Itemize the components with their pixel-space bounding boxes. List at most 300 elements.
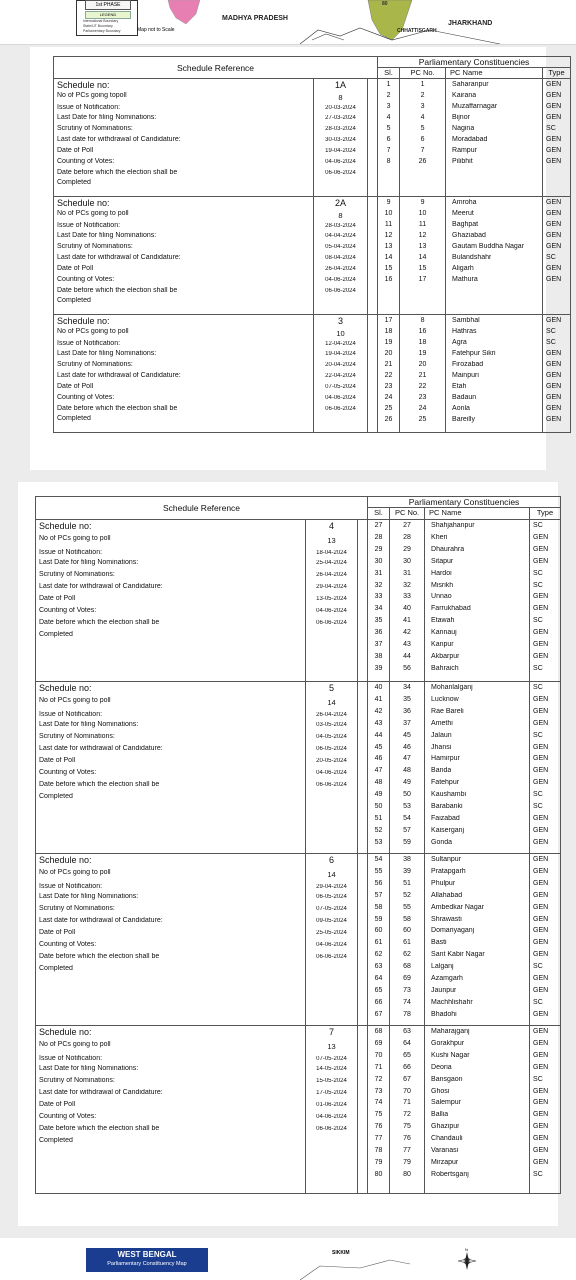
- sl-cell: 30: [374, 557, 383, 565]
- pc-no-cell: 63: [403, 1028, 411, 1035]
- sl-cell: 80: [374, 1170, 383, 1178]
- schedule-value: 14-05-2024: [316, 1066, 347, 1072]
- schedule-label: No of PCs going to poll: [39, 535, 111, 542]
- type-cell: SC: [546, 254, 556, 261]
- sl-cell: 22: [384, 372, 393, 379]
- type-cell: GEN: [533, 652, 549, 660]
- schedule-label: Issue of Notification:: [57, 222, 121, 229]
- pc-no-cell: 53: [403, 803, 411, 810]
- pc-no-cell: 65: [403, 1051, 411, 1059]
- pc-name-cell: Jhansi: [431, 743, 452, 751]
- sl-cell: 49: [374, 791, 383, 799]
- column-header-sl: Sl.: [378, 68, 400, 79]
- schedule-value: 04-06-2024: [316, 1114, 347, 1120]
- schedule-label: Last date for withdrawal of Candidature:: [57, 372, 181, 379]
- sl-cell: 39: [374, 664, 383, 672]
- schedule-label: Last date for withdrawal of Candidature:: [39, 1089, 163, 1096]
- schedule-value: 18-04-2024: [316, 550, 347, 556]
- pc-no-cell: 21: [418, 372, 427, 379]
- sl-cell: 7: [386, 147, 391, 154]
- schedule-value: 25-04-2024: [316, 560, 347, 566]
- schedule-value: 06-06-2024: [325, 406, 356, 412]
- pc-name-cell: Gorakhpur: [431, 1039, 465, 1047]
- schedule-value: 14: [327, 698, 336, 707]
- sl-cell: 79: [374, 1158, 383, 1166]
- sl-cell: 48: [374, 779, 383, 787]
- sl-column: [378, 197, 400, 315]
- schedule-number: 3: [337, 316, 343, 326]
- map-strip-bottom: [0, 1238, 576, 1280]
- pc-name-cell: Azamgarh: [431, 975, 463, 982]
- schedule-label: Last date for withdrawal of Candidature:: [39, 745, 163, 752]
- sl-cell: 63: [374, 963, 383, 971]
- sl-column: [378, 79, 400, 197]
- pc-no-cell: 33: [403, 593, 411, 601]
- pc-name-cell: Varanasi: [431, 1147, 459, 1154]
- schedule-number: 4: [328, 521, 334, 531]
- schedule-label: Completed: [39, 1137, 73, 1144]
- schedule-value: 07-05-2024: [316, 906, 347, 912]
- pc-name-cell: Fatehpur Sikri: [452, 350, 496, 357]
- sl-cell: 52: [374, 826, 383, 834]
- pc-no-cell: 7: [420, 147, 425, 154]
- pc-no-cell: 36: [403, 707, 411, 715]
- pc-name-cell: Etawah: [431, 617, 455, 625]
- column-header-type: Type: [530, 508, 561, 520]
- pc-no-cell: 55: [403, 903, 411, 911]
- pc-no-cell: 12: [418, 232, 427, 239]
- schedule-value: 26-04-2024: [316, 572, 347, 578]
- type-cell: GEN: [546, 199, 562, 206]
- column-header-pc-name: PC Name: [446, 68, 543, 79]
- pc-name-cell: Sultanpur: [431, 856, 461, 863]
- type-cell: GEN: [533, 951, 549, 959]
- pc-name-cell: Machhlishahr: [431, 998, 473, 1006]
- schedule-values: [306, 1026, 358, 1194]
- olive-region: [368, 0, 412, 40]
- type-cell: GEN: [533, 695, 549, 703]
- pc-no-cell: 6: [420, 136, 425, 143]
- pc-no-cell: 56: [403, 664, 411, 672]
- pc-name-cell: Deoria: [431, 1063, 452, 1071]
- schedule-label: Issue of Notification:: [39, 883, 103, 890]
- type-cell: GEN: [546, 383, 562, 390]
- header-row: [54, 57, 571, 68]
- pc-name-cell: Baghpat: [452, 221, 479, 228]
- sl-cell: 10: [384, 210, 393, 217]
- pc-no-cell: 39: [403, 867, 411, 875]
- schedule-value: 20-05-2024: [316, 758, 347, 764]
- pc-no-cell: 37: [403, 719, 411, 727]
- sl-cell: 15: [384, 265, 393, 272]
- compass-icon: [452, 1246, 482, 1276]
- pc-no-cell: 49: [403, 779, 411, 787]
- schedule-label: Scrutiny of Nominations:: [57, 125, 133, 132]
- sl-cell: 28: [374, 533, 383, 541]
- type-cell: GEN: [546, 372, 562, 379]
- type-cell: SC: [546, 125, 556, 132]
- sl-cell: 35: [374, 617, 383, 625]
- schedule-label: Counting of Votes:: [39, 769, 97, 776]
- schedule-label: Date before which the election shall be: [57, 405, 178, 412]
- schedule-label: Date before which the election shall be: [39, 619, 160, 626]
- pc-name-cell: Banda: [431, 767, 452, 775]
- schedule-reference-header: Schedule Reference: [36, 497, 368, 520]
- schedule-value: 04-04-2024: [325, 233, 356, 239]
- type-cell: SC: [533, 791, 543, 799]
- type-cell: GEN: [546, 158, 562, 165]
- type-cell: GEN: [533, 1123, 549, 1131]
- column-header-pc-name: PC Name: [425, 508, 530, 520]
- pc-name-cell: Badaun: [452, 394, 477, 401]
- schedule-labels: [54, 197, 314, 315]
- type-cell: GEN: [546, 361, 562, 368]
- type-cell: GEN: [546, 103, 562, 110]
- spacer-cell: [358, 854, 368, 1026]
- schedule-values: [306, 520, 358, 682]
- header-row: [36, 497, 561, 508]
- schedule-value: 13: [327, 536, 336, 545]
- pc-name-cell: Bhadohi: [431, 1010, 457, 1018]
- schedule-values: [306, 854, 358, 1026]
- schedule-value: 01-06-2024: [316, 1102, 347, 1108]
- schedule-label: Issue of Notification:: [39, 549, 103, 556]
- pc-no-cell: 52: [403, 891, 411, 899]
- pc-name-cell: Lalganj: [431, 963, 454, 971]
- schedule-label: Issue of Notification:: [39, 711, 103, 718]
- schedule-values: [306, 682, 358, 854]
- schedule-label: Completed: [57, 179, 91, 186]
- schedule-value: 29-04-2024: [316, 884, 347, 890]
- sl-cell: 70: [374, 1051, 383, 1059]
- schedule-value: 28-03-2024: [325, 223, 356, 229]
- pc-name-cell: Maharajganj: [431, 1028, 470, 1035]
- schedule-value: 27-03-2024: [325, 115, 356, 121]
- sl-cell: 69: [374, 1039, 383, 1047]
- schedule-label: Counting of Votes:: [57, 276, 115, 283]
- pc-name-cell: Bulandshahr: [452, 254, 492, 261]
- pc-name-cell: Unnao: [431, 593, 452, 601]
- pc-no-cell: 80: [403, 1170, 411, 1178]
- type-cell: GEN: [533, 605, 549, 613]
- pc-no-cell: 76: [403, 1135, 411, 1143]
- pc-name-cell: Bijnor: [452, 114, 470, 121]
- schedule-label: Date of Poll: [57, 147, 94, 154]
- type-cell: GEN: [546, 265, 562, 272]
- schedule-label: No of PCs going topoll: [57, 92, 127, 99]
- sl-cell: 37: [374, 641, 383, 648]
- schedule-value: 06-06-2024: [316, 1126, 347, 1132]
- pc-name-cell: Hamirpur: [431, 755, 460, 763]
- pc-no-cell: 17: [418, 276, 427, 283]
- sl-cell: 77: [374, 1135, 383, 1143]
- pc-name-column: [446, 315, 543, 433]
- schedule-label: Date before which the election shall be: [39, 953, 160, 960]
- type-cell: GEN: [533, 743, 549, 751]
- pc-name-cell: Rae Bareli: [431, 707, 464, 715]
- pc-no-cell: 23: [418, 394, 427, 401]
- type-cell: GEN: [533, 719, 549, 727]
- pc-name-cell: Robertsganj: [431, 1170, 469, 1178]
- sl-cell: 47: [374, 767, 383, 775]
- schedule-label: Date of Poll: [39, 1101, 76, 1108]
- type-cell: GEN: [533, 986, 549, 994]
- type-cell: GEN: [533, 629, 549, 637]
- pc-name-cell: Kairana: [452, 92, 477, 99]
- pc-no-cell: 38: [403, 856, 411, 863]
- schedule-table: [35, 496, 561, 1194]
- district-boundary-line: [312, 34, 344, 40]
- pc-name-cell: Kaushambi: [431, 791, 467, 799]
- pc-no-cell: 47: [403, 755, 411, 763]
- type-column: [530, 1026, 561, 1194]
- sl-cell: 3: [386, 103, 391, 110]
- column-header-sl: Sl.: [368, 508, 390, 520]
- sl-cell: 2: [386, 92, 391, 99]
- schedule-number: 7: [328, 1027, 334, 1037]
- pc-no-cell: 67: [403, 1075, 411, 1083]
- pc-no-cell: 14: [418, 254, 427, 261]
- type-cell: GEN: [533, 1087, 549, 1095]
- schedule-title: Schedule no:: [57, 316, 110, 326]
- pc-name-cell: Aonla: [452, 405, 470, 412]
- sl-cell: 20: [384, 350, 393, 357]
- schedule-value: 30-03-2024: [325, 137, 356, 143]
- schedule-label: Counting of Votes:: [39, 1113, 97, 1120]
- pc-name-cell: Allahabad: [431, 891, 463, 899]
- schedule-title: Schedule no:: [57, 80, 110, 90]
- type-cell: GEN: [533, 856, 549, 863]
- pc-no-cell: 22: [418, 383, 427, 390]
- pc-name-cell: Gautam Buddha Nagar: [452, 243, 525, 250]
- pc-name-cell: Kanpur: [431, 641, 454, 648]
- sl-cell: 6: [386, 136, 391, 143]
- schedule-label: Issue of Notification:: [57, 104, 121, 111]
- schedule-label: Completed: [39, 965, 73, 972]
- type-cell: GEN: [533, 533, 549, 541]
- type-cell: SC: [533, 664, 543, 672]
- pc-no-cell: 72: [403, 1111, 411, 1119]
- type-cell: GEN: [546, 221, 562, 228]
- pc-no-cell: 71: [403, 1099, 411, 1107]
- schedule-value: 10: [336, 329, 345, 338]
- label-madhya-pradesh: MADHYA PRADESH: [222, 15, 288, 22]
- schedule-block: [36, 520, 561, 682]
- schedule-value: 04-06-2024: [325, 395, 356, 401]
- sl-cell: 43: [374, 719, 383, 727]
- schedule-label: Last Date for filing Nominations:: [39, 1065, 139, 1072]
- type-cell: GEN: [533, 838, 549, 846]
- schedule-labels: [54, 315, 314, 433]
- label-jharkhand: JHARKHAND: [448, 20, 493, 27]
- parliamentary-constituencies-header: Parliamentary Constituencies: [368, 497, 561, 508]
- sl-cell: 11: [384, 221, 393, 228]
- pc-no-cell: 62: [403, 951, 411, 959]
- pc-name-cell: Basti: [431, 939, 447, 947]
- pc-no-cell: 60: [403, 927, 411, 935]
- west-bengal-banner: [86, 1248, 208, 1272]
- schedule-label: Date before which the election shall be: [57, 287, 178, 294]
- pc-name-cell: Faizabad: [431, 814, 460, 822]
- schedule-reference-header: Schedule Reference: [54, 57, 378, 79]
- pc-no-cell: 44: [403, 652, 411, 660]
- pc-no-cell: 73: [403, 986, 411, 994]
- sl-cell: 36: [374, 629, 383, 637]
- sl-cell: 40: [374, 684, 383, 691]
- schedule-value: 06-06-2024: [325, 288, 356, 294]
- sl-cell: 32: [374, 581, 383, 589]
- pc-no-column: [400, 197, 446, 315]
- pc-no-cell: 34: [403, 684, 411, 691]
- schedule-label: Counting of Votes:: [39, 941, 97, 948]
- schedule-value: 26-04-2024: [316, 712, 347, 718]
- type-cell: GEN: [546, 136, 562, 143]
- pc-name-cell: Fatehpur: [431, 779, 460, 787]
- type-cell: GEN: [546, 416, 562, 423]
- schedule-labels: [36, 520, 306, 682]
- pc-no-cell: 54: [403, 814, 411, 822]
- pc-no-cell: 48: [403, 767, 411, 775]
- schedule-label: No of PCs going to poll: [39, 1041, 111, 1048]
- pc-no-cell: 77: [403, 1147, 411, 1154]
- schedule-label: Date before which the election shall be: [57, 169, 178, 176]
- pc-no-cell: 41: [403, 617, 411, 625]
- schedule-value: 04-06-2024: [316, 942, 347, 948]
- legend-item: Parliamentary Boundary: [83, 29, 121, 33]
- pc-name-cell: Lucknow: [431, 695, 459, 703]
- pc-name-cell: Mainpuri: [452, 372, 479, 379]
- pc-no-column: [400, 315, 446, 433]
- pc-name-cell: Amethi: [431, 719, 453, 727]
- pc-no-cell: 11: [418, 221, 427, 228]
- legend-item: International Boundary: [83, 19, 119, 23]
- schedule-label: Last date for withdrawal of Candidature:: [39, 917, 163, 924]
- schedule-label: Scrutiny of Nominations:: [39, 571, 115, 578]
- schedule-value: 04-06-2024: [325, 159, 356, 165]
- pc-no-cell: 66: [403, 1063, 411, 1071]
- type-cell: GEN: [533, 814, 549, 822]
- pc-name-cell: Kannauj: [431, 629, 457, 637]
- type-cell: GEN: [546, 114, 562, 121]
- sl-cell: 13: [384, 243, 393, 250]
- type-cell: GEN: [533, 1010, 549, 1018]
- legend-item: State/UT Boundary: [83, 24, 113, 28]
- schedule-label: Scrutiny of Nominations:: [39, 733, 115, 740]
- pc-name-cell: Ballia: [431, 1111, 449, 1119]
- type-cell: GEN: [533, 641, 549, 648]
- column-header-type: Type: [543, 68, 571, 79]
- schedule-value: 17-05-2024: [316, 1090, 347, 1096]
- pc-no-cell: 70: [403, 1087, 411, 1095]
- schedule-value: 25-05-2024: [316, 930, 347, 936]
- pc-no-cell: 69: [403, 975, 411, 982]
- pc-no-cell: 30: [403, 557, 411, 565]
- schedule-value: 06-06-2024: [316, 620, 347, 626]
- schedule-title: Schedule no:: [39, 683, 92, 693]
- pc-no-cell: 1: [420, 81, 425, 88]
- schedule-label: Last date for withdrawal of Candidature:: [57, 136, 181, 143]
- type-cell: GEN: [533, 879, 549, 887]
- sl-cell: 67: [374, 1010, 383, 1018]
- pc-no-cell: 4: [420, 114, 425, 121]
- schedule-value: 06-05-2024: [316, 894, 347, 900]
- pc-name-cell: Akbarpur: [431, 652, 460, 660]
- type-cell: GEN: [533, 1099, 549, 1107]
- schedule-value: 13: [327, 1042, 336, 1051]
- column-header-pc-no: PC No.: [390, 508, 425, 520]
- pc-no-cell: 50: [403, 791, 411, 799]
- schedule-label: Last Date for filing Nominations:: [57, 114, 157, 121]
- schedule-number: 5: [328, 683, 334, 693]
- pc-name-cell: Shahjahanpur: [431, 522, 475, 529]
- schedule-label: No of PCs going to poll: [39, 869, 111, 876]
- pc-name-column: [446, 197, 543, 315]
- map-scale-note: Map not to Scale: [137, 27, 175, 33]
- type-cell: SC: [533, 684, 543, 691]
- schedule-label: Last Date for filing Nominations:: [57, 350, 157, 357]
- pc-no-cell: 3: [420, 103, 425, 110]
- pc-name-column: [446, 79, 543, 197]
- pc-no-cell: 40: [403, 605, 411, 613]
- type-cell: GEN: [533, 755, 549, 763]
- pc-no-cell: 32: [403, 581, 411, 589]
- schedule-value: 04-06-2024: [316, 770, 347, 776]
- type-cell: GEN: [533, 1051, 549, 1059]
- schedule-number: 2A: [334, 198, 346, 208]
- pc-name-cell: Sambhal: [452, 317, 480, 324]
- schedule-block: [54, 197, 571, 315]
- pc-name-cell: Bahraich: [431, 664, 459, 672]
- pc-name-column: [425, 520, 530, 682]
- pc-name-cell: Rampur: [452, 147, 477, 154]
- schedule-value: 19-04-2024: [325, 148, 356, 154]
- type-column: [543, 315, 571, 433]
- schedule-label: No of PCs going to poll: [57, 210, 129, 217]
- pc-name-cell: Meerut: [452, 210, 474, 217]
- pc-name-cell: Hathras: [452, 328, 477, 335]
- schedule-block: [36, 1026, 561, 1194]
- pc-name-cell: Salempur: [431, 1099, 461, 1107]
- spacer-cell: [358, 1026, 368, 1194]
- pc-name-cell: Jaunpur: [431, 986, 457, 994]
- sl-column: [378, 315, 400, 433]
- type-column: [530, 520, 561, 682]
- schedule-label: No of PCs going to poll: [57, 328, 129, 335]
- type-cell: GEN: [533, 557, 549, 565]
- pc-no-cell: 46: [403, 743, 411, 751]
- type-cell: SC: [533, 803, 543, 810]
- type-cell: GEN: [533, 891, 549, 899]
- map-number-label: 80: [382, 1, 388, 7]
- type-cell: GEN: [546, 147, 562, 154]
- type-cell: GEN: [533, 1147, 549, 1154]
- type-cell: GEN: [533, 1111, 549, 1119]
- sl-cell: 5: [386, 125, 391, 132]
- pc-no-cell: 9: [420, 199, 425, 206]
- pc-no-cell: 74: [403, 998, 411, 1006]
- sl-cell: 42: [374, 707, 383, 715]
- type-cell: GEN: [546, 210, 562, 217]
- pc-name-cell: Pilibhit: [452, 158, 473, 165]
- banner-title: WEST BENGAL: [117, 1250, 177, 1259]
- pc-name-column: [425, 1026, 530, 1194]
- sl-cell: 72: [374, 1075, 383, 1083]
- schedule-label: Date of Poll: [39, 929, 76, 936]
- type-cell: GEN: [546, 405, 562, 412]
- sl-column: [368, 1026, 390, 1194]
- type-cell: GEN: [533, 915, 549, 923]
- schedule-labels: [36, 682, 306, 854]
